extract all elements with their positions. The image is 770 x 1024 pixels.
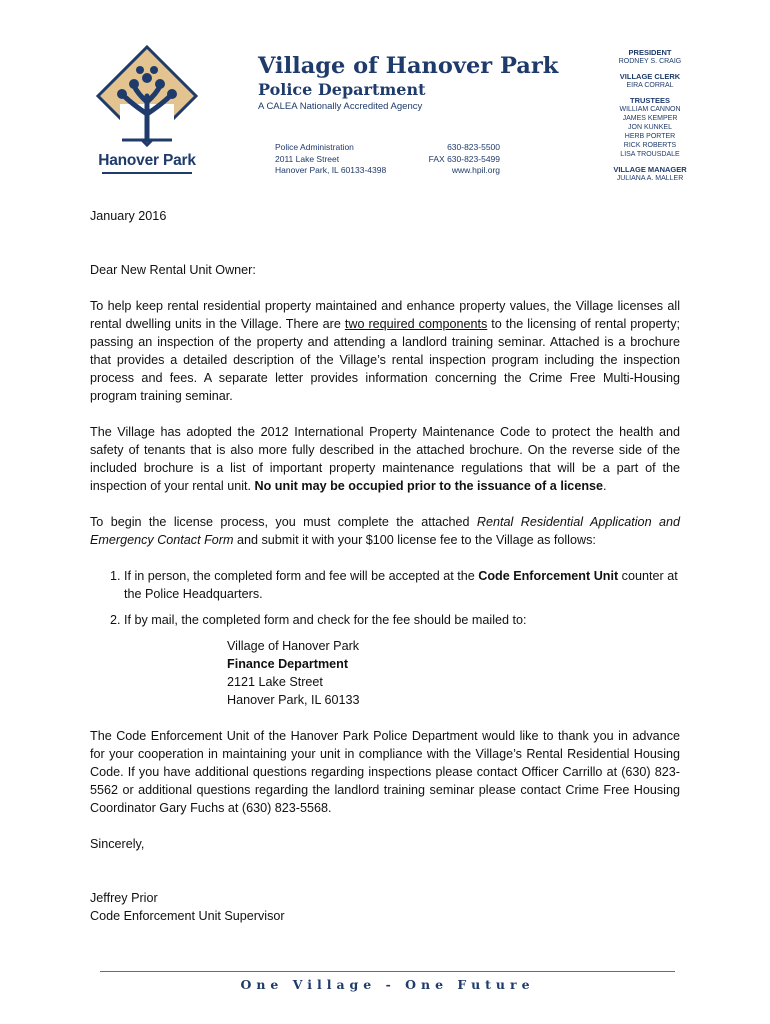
letter-body [90, 207, 680, 925]
logo-name: Hanover Park [98, 152, 196, 169]
letterhead-title: Village of Hanover Park [258, 53, 559, 79]
contact-phone: 630-823-5500 [447, 142, 500, 152]
contact-numbers [400, 142, 500, 177]
footer-divider [100, 971, 675, 972]
official-name: RODNEY S. CRAIG [618, 58, 682, 65]
official-title: VILLAGE MANAGER [613, 165, 687, 174]
list-item: 2. If by mail, the completed form and check for the fee should be mailed to: [124, 611, 680, 629]
official-title: VILLAGE CLERK [619, 72, 681, 81]
address-line: Finance Department [227, 657, 349, 671]
contact-website: www.hpil.org [451, 165, 500, 175]
paragraph-2: The Village has adopted the 2012 International Property Maintenance Code to protect the health and safety of tenants that is also more fully described in the attached brochure. On the reverse side of the included brochure is a list of important property maintenance regulations that will be a part of the inspection of your rental unit. No unit may be occupied prior to the issuance of a license. [90, 425, 680, 493]
officials-list [592, 48, 708, 183]
footer-motto: One Village - One Future [240, 977, 535, 992]
letter-salutation: Dear New Rental Unit Owner: [90, 263, 256, 277]
address-line: Village of Hanover Park [227, 639, 360, 653]
trustee-name: HERB PORTER [624, 133, 676, 140]
trustee-name: RICK ROBERTS [623, 142, 677, 149]
list-item: 1. If in person, the completed form and fee will be accepted at the Code Enforcement Unit counter at the Police Headquarters. [124, 567, 680, 603]
contact-address [275, 142, 386, 177]
logo-underline [102, 172, 192, 174]
mailing-address [227, 637, 680, 709]
signer-title: Code Enforcement Unit Supervisor [90, 909, 285, 923]
letter-closing: Sincerely, [90, 837, 145, 851]
paragraph-4: The Code Enforcement Unit of the Hanover Park Police Department would like to thank you in advance for your cooperation in maintaining your unit in compliance with the Village’s Rental Residential Housing Code. If you have additional questions regarding inspections please contact Officer Carrillo at (630) 823-5562 or additional questions regarding the landlord training seminar please contact Crime Free Housing Coordinator Gary Fuchs at (630) 823-5568. [90, 729, 680, 815]
contact-line: Hanover Park, IL 60133-4398 [275, 165, 387, 175]
paragraph-1: To help keep rental residential property maintained and enhance property values, the Village licenses all rental dwelling units in the Village. There are two required components to the licensing of rental property; passing an inspection of the property and attending a landlord training seminar. Attached is a brochure that provides a detailed description of the Village’s rental inspection program including the inspection process and fees. A separate letter provides information concerning the Crime Free Multi-Housing program training seminar. [90, 299, 680, 403]
form-name: Rental Residential Application and Emergency Contact Form [90, 515, 680, 547]
official-title: PRESIDENT [628, 48, 672, 57]
contact-fax: FAX 630-823-5499 [428, 153, 500, 164]
official-name: JULIANA A. MALLER [616, 175, 684, 182]
address-line: Hanover Park, IL 60133 [227, 693, 360, 707]
tree-emblem-icon [92, 44, 202, 150]
letter-date: January 2016 [90, 209, 167, 223]
trustee-name: LISA TROUSDALE [620, 151, 680, 158]
village-logo [92, 44, 202, 174]
address-line: 2121 Lake Street [227, 675, 323, 689]
instructions-list [90, 567, 680, 629]
letterhead-subtitle: Police Department [258, 80, 426, 99]
paragraph-3: To begin the license process, you must complete the attached Rental Residential Application and Emergency Contact Form and submit it with your $100 license fee to the Village as follows: [90, 515, 680, 547]
official-name: EIRA CORRAL [626, 82, 674, 89]
trustee-name: WILLIAM CANNON [619, 106, 681, 113]
underlined-phrase: two required components [344, 317, 488, 331]
letterhead [258, 52, 558, 112]
contact-line: Police Administration [275, 142, 354, 152]
official-title: TRUSTEES [629, 96, 670, 105]
letterhead-agency: A CALEA Nationally Accredited Agency [258, 101, 423, 112]
trustee-name: JON KUNKEL [628, 124, 672, 131]
trustee-name: JAMES KEMPER [622, 115, 678, 122]
contact-line: 2011 Lake Street [275, 153, 340, 164]
bold-notice: No unit may be occupied prior to the issuance of a license [254, 479, 604, 493]
signer-name: Jeffrey Prior [90, 891, 158, 905]
